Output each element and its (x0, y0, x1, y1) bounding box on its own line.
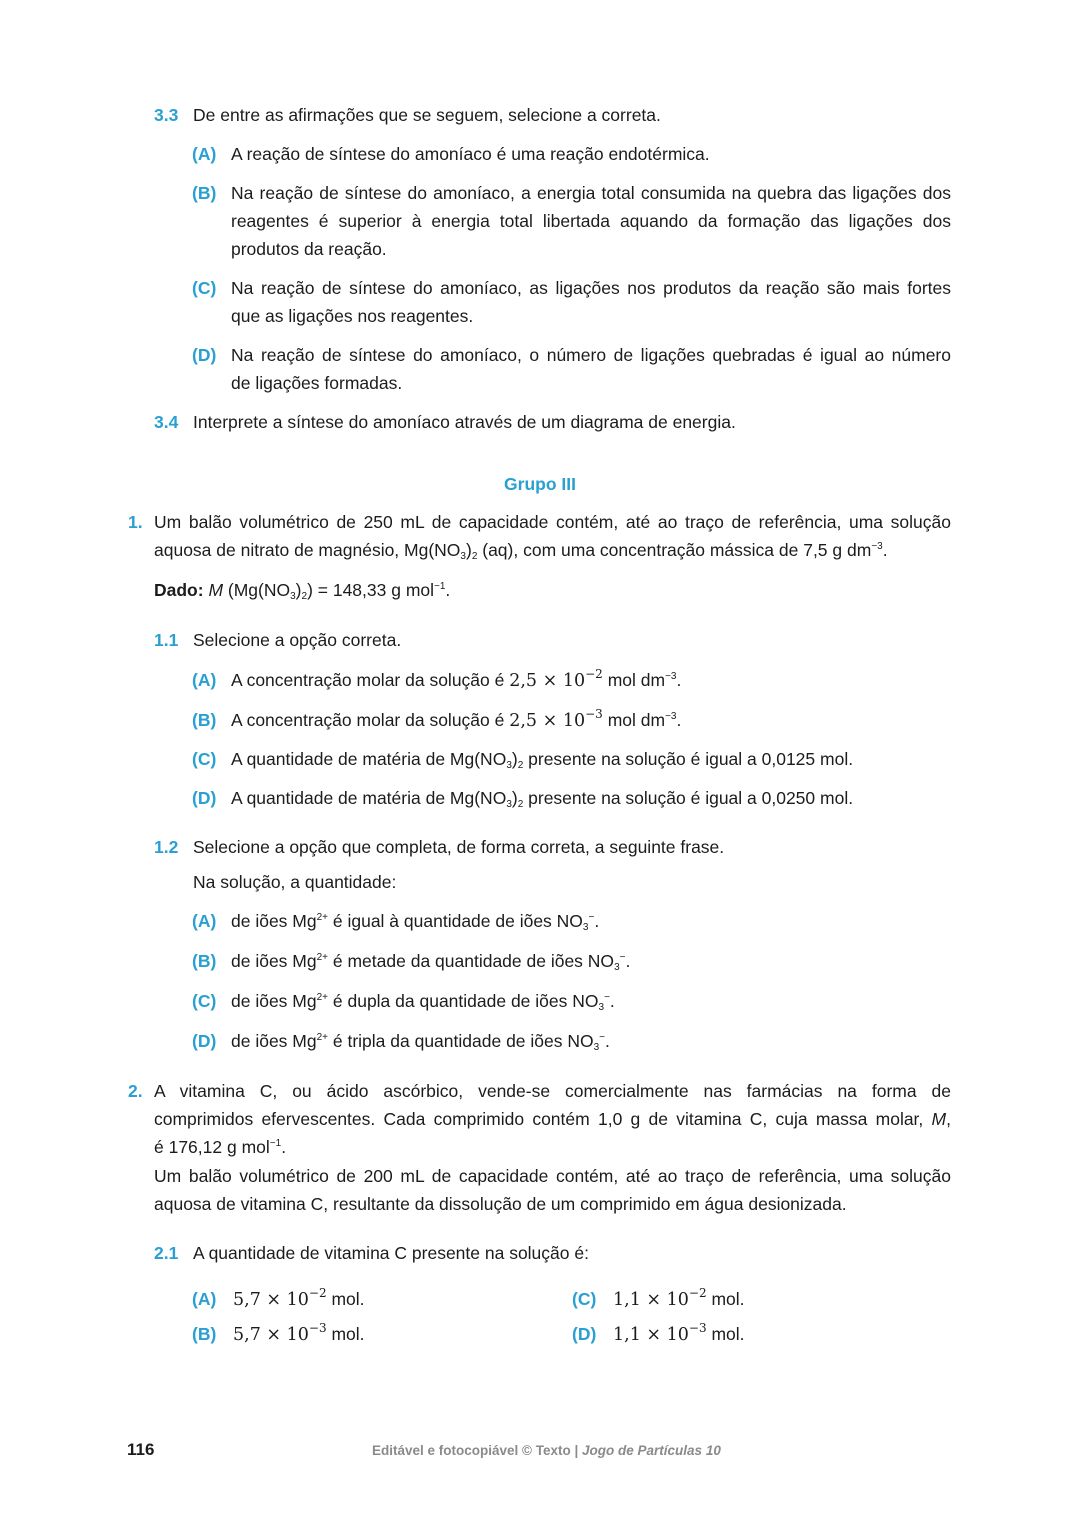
option-label[interactable]: (D) (192, 788, 217, 808)
option-label[interactable]: (A) (192, 911, 217, 931)
option-text: Na reação de síntese do amoníaco, a energia total consumida na quebra das ligações dos (231, 183, 951, 203)
option-text: de iões $Mg^{2+}$ é metade da quantidade de iões $NO_3^-$. (231, 951, 631, 973)
page-number: 116 (127, 1440, 155, 1459)
option-text: Na reação de síntese do amoníaco, o número de ligações quebradas é igual ao número (231, 345, 951, 365)
question-text-line: A vitamina C, ou ácido ascórbico, vende-se comercialmente nas farmácias na forma de (154, 1081, 951, 1101)
option-label[interactable]: (B) (192, 951, 217, 971)
question-number: 2.1 (154, 1243, 179, 1263)
option-label[interactable]: (A) (192, 670, 217, 690)
question-prompt: Selecione a opção que completa, de forma correta, a seguinte frase. (193, 837, 725, 857)
option-text: A reação de síntese do amoníaco é uma reação endotérmica. (231, 144, 710, 164)
option-text: $5,7 \times 10^{-2}$ mol. (233, 1286, 365, 1310)
option-label[interactable]: (A) (192, 144, 217, 164)
question-number: 3.3 (154, 105, 179, 125)
question-number: 1.1 (154, 630, 179, 650)
option-label[interactable]: (C) (192, 991, 217, 1011)
option-text: A concentração molar da solução é $2,5 \times 10^{-3}$ mol $dm^{-3}$. (231, 707, 682, 731)
option-label[interactable]: (C) (572, 1289, 597, 1309)
question-text-line: Um balão volumétrico de 200 mL de capacidade contém, até ao traço de referência, uma solução (154, 1166, 951, 1186)
option-text: produtos da reação. (231, 239, 387, 259)
option-label[interactable]: (D) (192, 1031, 217, 1051)
question-number: 1.2 (154, 837, 179, 857)
question-prompt: Interprete a síntese do amoníaco através de um diagrama de energia. (193, 412, 736, 432)
option-label[interactable]: (B) (192, 183, 217, 203)
option-text: de ligações formadas. (231, 373, 403, 393)
question-stem: Na solução, a quantidade: (193, 872, 397, 892)
question-number: 2. (128, 1081, 143, 1101)
question-prompt: De entre as afirmações que se seguem, selecione a correta. (193, 105, 661, 125)
option-text: $1,1 \times 10^{-2}$ mol. (613, 1286, 745, 1310)
question-number: 1. (128, 512, 143, 532)
option-text: de iões $Mg^{2+}$ é tripla da quantidade de iões $NO_3^-$. (231, 1031, 610, 1053)
option-text: A concentração molar da solução é $2,5 \times 10^{-2}$ mol $dm^{-3}$. (231, 667, 682, 691)
option-text: reagentes é superior à energia total libertada aquando da formação das ligações dos (231, 211, 951, 231)
option-text: A quantidade de matéria de $Mg(NO_3)_2$ presente na solução é igual a 0,0125 mol. (231, 749, 854, 771)
option-label[interactable]: (C) (192, 278, 217, 298)
option-label[interactable]: (A) (192, 1289, 217, 1309)
question-prompt: Selecione a opção correta. (193, 630, 402, 650)
option-label[interactable]: (B) (192, 710, 217, 730)
option-text: que as ligações nos reagentes. (231, 306, 474, 326)
question-number: 3.4 (154, 412, 179, 432)
option-label[interactable]: (D) (192, 345, 217, 365)
question-text-line: Um balão volumétrico de 250 mL de capacidade contém, até ao traço de referência, uma solução (154, 512, 951, 532)
option-text: A quantidade de matéria de $Mg(NO_3)_2$ presente na solução é igual a 0,0250 mol. (231, 788, 854, 810)
question-text-line: é 176,12 g mol$^{-1}$. (154, 1137, 287, 1157)
question-text-line: aquosa de nitrato de magnésio, $Mg(NO_3)_2$ (aq), com uma concentração mássica de 7,5 g $dm^{-3}$. (154, 540, 888, 562)
option-label[interactable]: (C) (192, 749, 217, 769)
question-text-line: comprimidos efervescentes. Cada comprimido contém 1,0 g de vitamina C, cuja massa molar, M, (154, 1109, 951, 1129)
option-text: de iões $Mg^{2+}$ é dupla da quantidade de iões $NO_3^-$. (231, 991, 615, 1013)
option-label[interactable]: (D) (572, 1324, 597, 1344)
option-text: $5,7 \times 10^{-3}$ mol. (233, 1321, 365, 1345)
option-label[interactable]: (B) (192, 1324, 217, 1344)
option-text: $1,1 \times 10^{-3}$ mol. (613, 1321, 745, 1345)
option-text: de iões $Mg^{2+}$ é igual à quantidade de iões $NO_3^-$. (231, 911, 600, 933)
given-data: Dado: M $(Mg(NO_3)_2) = 148,33$ g mol$^{-1}$. (154, 580, 451, 602)
question-text-line: aquosa de vitamina C, resultante da dissolução de um comprimido em água desionizada. (154, 1194, 847, 1214)
group-title: Grupo III (504, 474, 576, 494)
question-prompt: A quantidade de vitamina C presente na solução é: (193, 1243, 589, 1263)
copyright-text: Editável e fotocopiável © Texto | Jogo de Partículas 10 (372, 1443, 721, 1458)
option-text: Na reação de síntese do amoníaco, as ligações nos produtos da reação são mais fortes (231, 278, 951, 298)
